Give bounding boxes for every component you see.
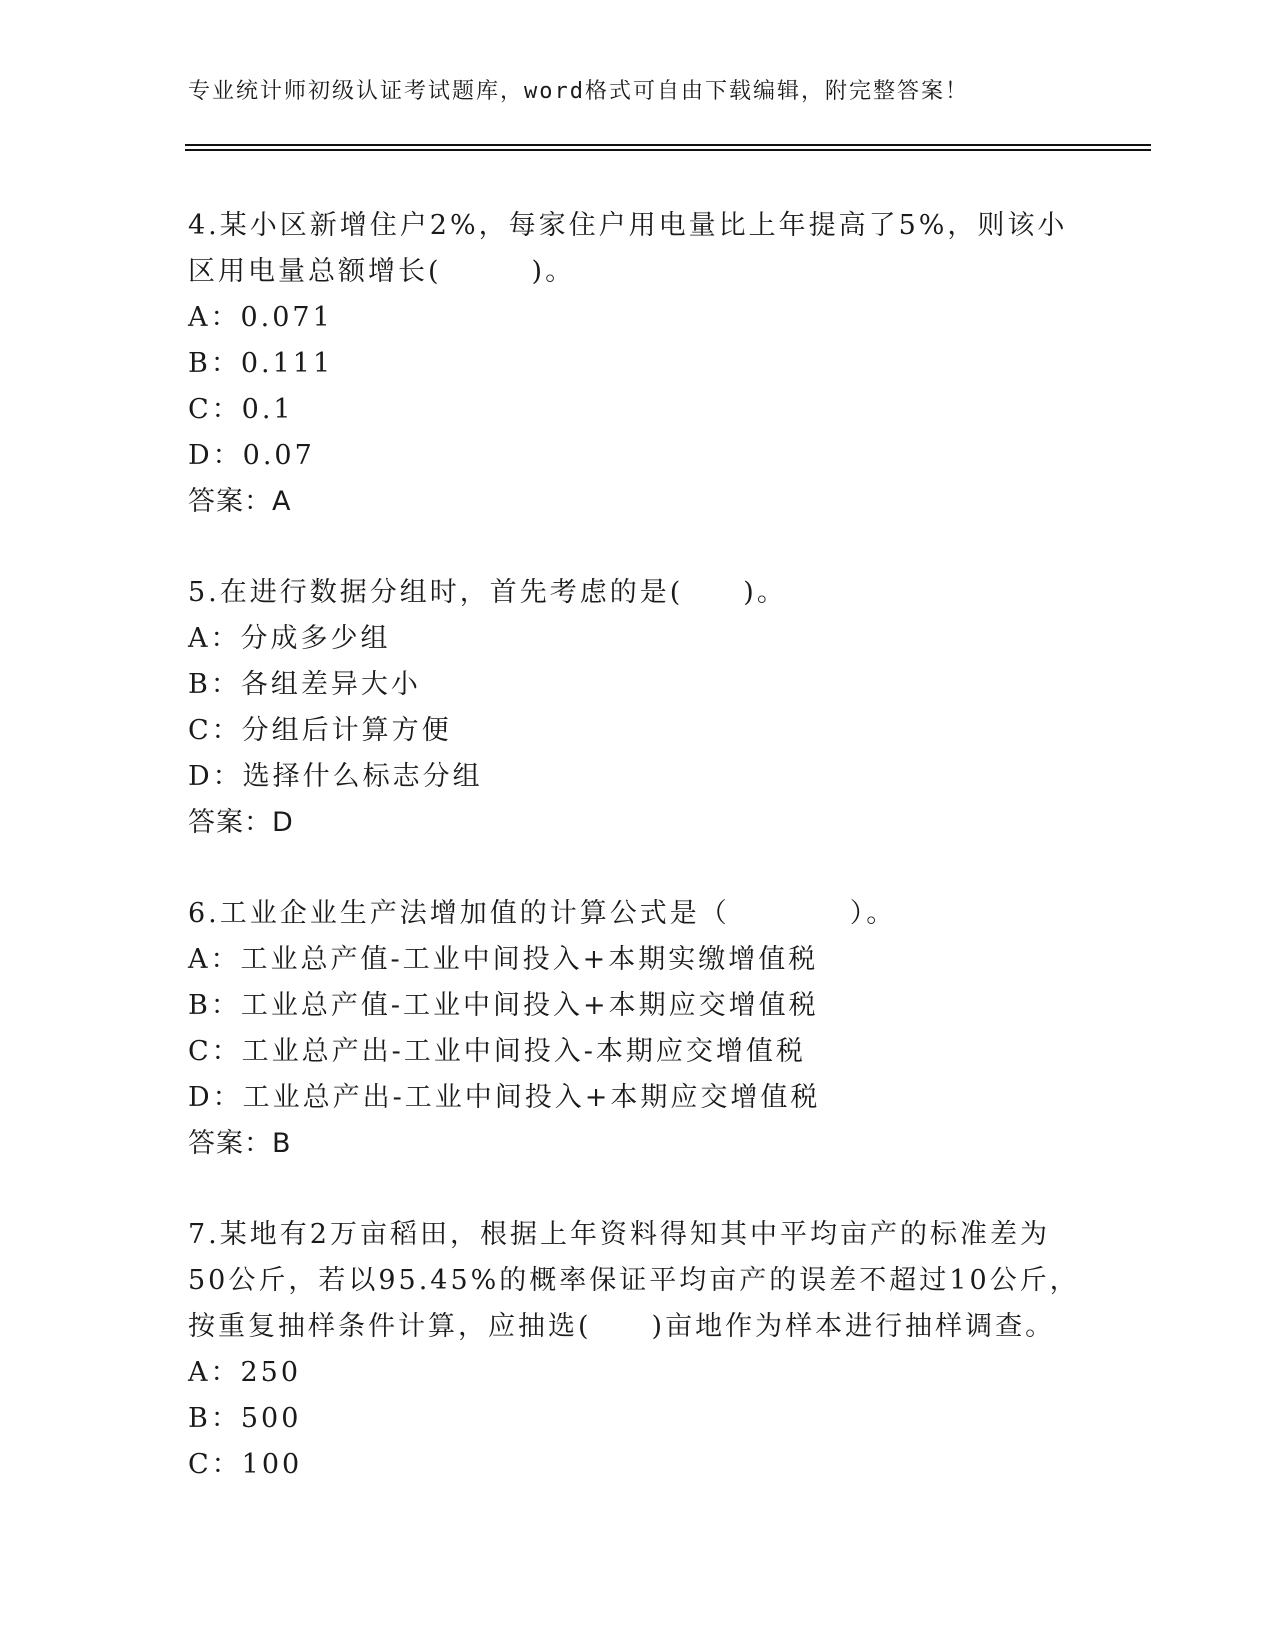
option-b: B：工业总产值-工业中间投入+本期应交增值税 bbox=[188, 990, 819, 1021]
option-c: C：分组后计算方便 bbox=[188, 715, 452, 746]
answer: 答案：B bbox=[188, 1128, 292, 1159]
option-c: C：工业总产出-工业中间投入-本期应交增值税 bbox=[188, 1036, 806, 1067]
option-b: B：500 bbox=[188, 1403, 302, 1434]
header-rule-top bbox=[185, 144, 1151, 146]
option-a: A：分成多少组 bbox=[188, 623, 391, 654]
option-d: D：0.07 bbox=[188, 440, 315, 471]
option-a: A：0.071 bbox=[188, 302, 333, 333]
option-c: C：100 bbox=[188, 1449, 303, 1480]
page-header: 专业统计师初级认证考试题库，word格式可自由下载编辑，附完整答案！ bbox=[188, 79, 969, 104]
question-text: 5.在进行数据分组时，首先考虑的是( )。 bbox=[188, 577, 787, 608]
question-4 bbox=[188, 203, 1088, 525]
option-c: C：0.1 bbox=[188, 394, 294, 425]
option-d: D：选择什么标志分组 bbox=[188, 761, 483, 792]
option-b: B：0.111 bbox=[188, 348, 334, 379]
option-a: A：工业总产值-工业中间投入+本期实缴增值税 bbox=[188, 944, 819, 975]
answer: 答案：D bbox=[188, 807, 294, 838]
question-7 bbox=[188, 1212, 1088, 1488]
question-list bbox=[188, 203, 1088, 1533]
question-6 bbox=[188, 891, 1088, 1167]
option-a: A：250 bbox=[188, 1357, 302, 1388]
header-rule-bottom bbox=[185, 149, 1151, 151]
question-text: 4.某小区新增住户2%，每家住户用电量比上年提高了5%，则该小区用电量总额增长( )。 bbox=[188, 210, 1068, 287]
option-d: D：工业总产出-工业中间投入+本期应交增值税 bbox=[188, 1082, 821, 1113]
answer: 答案：A bbox=[188, 486, 292, 517]
question-text: 7.某地有2万亩稻田，根据上年资料得知其中平均亩产的标准差为50公斤，若以95.45%的概率保证平均亩产的误差不超过10公斤，按重复抽样条件计算，应抽选( )亩地作为样本进行抽样调查。 bbox=[188, 1219, 1080, 1342]
question-5 bbox=[188, 570, 1088, 846]
question-text: 6.工业企业生产法增加值的计算公式是（ ）。 bbox=[188, 898, 897, 929]
option-b: B：各组差异大小 bbox=[188, 669, 421, 700]
